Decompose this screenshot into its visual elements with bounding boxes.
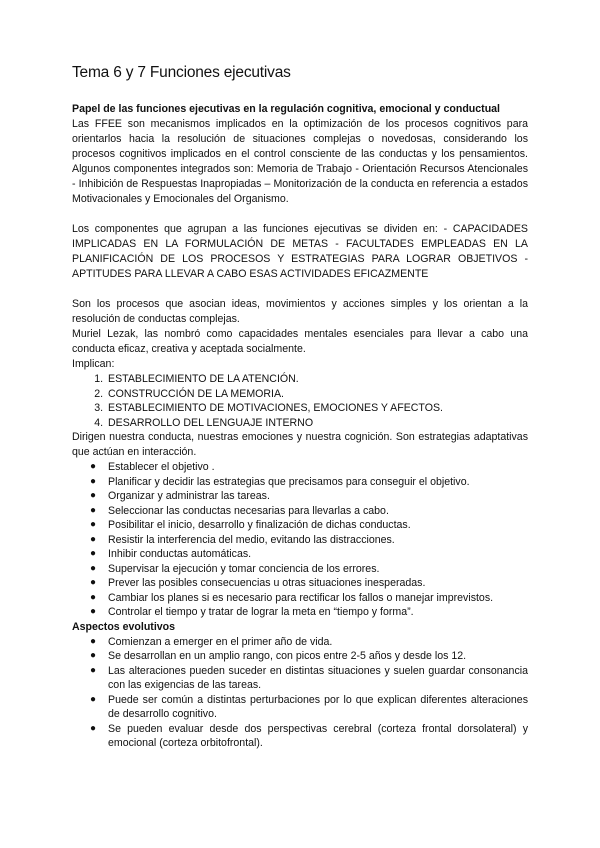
- list-item: ● Controlar el tiempo y tratar de lograr la meta en “tiempo y forma”.: [90, 606, 414, 618]
- bullet-icon: ●: [90, 635, 97, 647]
- bullet-icon: ●: [90, 461, 97, 472]
- bullet-icon: ●: [90, 533, 97, 545]
- list-item: ● Supervisar la ejecución y tomar conciencia de los errores.: [90, 562, 380, 575]
- list-item: ● Se pueden evaluar desde dos perspectivas cerebral (corteza frontal dorsolateral) y emocional (corteza orbitofrontal).: [90, 722, 528, 749]
- paragraph-implican: Implican:: [72, 358, 115, 370]
- list-item: 1. ESTABLECIMIENTO DE LA ATENCIÓN.: [106, 372, 528, 387]
- bullet-icon: ●: [90, 519, 97, 530]
- list-item: ● Prever las posibles consecuencias u otras situaciones inesperadas.: [90, 577, 426, 589]
- bullet-icon: ●: [90, 548, 97, 559]
- list-item: ● Se desarrollan en un amplio rango, con picos entre 2-5 años y desde los 12.: [90, 650, 467, 662]
- paragraph-lezak: Muriel Lezak, las nombró como capacidades mentales esenciales para llevar a cabo una conducta eficaz, creativa y aceptada socialmente.: [72, 328, 528, 355]
- bullet-icon: ●: [90, 577, 97, 588]
- page-title: Tema 6 y 7 Funciones ejecutivas: [72, 64, 291, 81]
- bullet-list-estrategias: [72, 460, 528, 620]
- bullet-icon: ●: [90, 606, 97, 617]
- document-page: [72, 64, 528, 751]
- list-item: ● Resistir la interferencia del medio, evitando las distracciones.: [90, 533, 395, 546]
- section-heading-papel: Papel de las funciones ejecutivas en la regulación cognitiva, emocional y conductual: [72, 103, 500, 115]
- list-item: ● Puede ser común a distintas perturbaciones por lo que explican diferentes alteraciones de desarrollo cognitivo.: [90, 693, 528, 720]
- bullet-icon: ●: [90, 475, 97, 487]
- list-item: ● Posibilitar el inicio, desarrollo y finalización de dichas conductas.: [90, 519, 411, 531]
- bullet-icon: ●: [90, 693, 97, 705]
- bullet-icon: ●: [90, 490, 97, 501]
- list-item: 3. ESTABLECIMIENTO DE MOTIVACIONES, EMOCIONES Y AFECTOS.: [106, 401, 528, 416]
- numbered-list-implican: [72, 372, 528, 430]
- list-item: ● Seleccionar las conductas necesarias para llevarlas a cabo.: [90, 504, 389, 517]
- paragraph-procesos: Son los procesos que asocian ideas, movimientos y acciones simples y los orientan a la resolución de conductas complejas.: [72, 298, 528, 325]
- list-item: ● Inhibir conductas automáticas.: [90, 548, 252, 560]
- list-item: ● Planificar y decidir las estrategias que precisamos para conseguir el objetivo.: [90, 475, 470, 488]
- paragraph-componentes: Los componentes que agrupan a las funciones ejecutivas se dividen en: - CAPACIDADES IMPLICADAS EN LA FORMULACIÓN DE METAS - FACULTADES EMPLEADAS EN LA PLANIFICACIÓN DE LOS PROCESOS Y ESTRATEGIAS PARA LOGRAR OBJETIVOS - APTITUDES PARA LLEVAR A CABO ESAS ACTIVIDADES EFICAZMENTE: [72, 223, 528, 280]
- list-item: ● Organizar y administrar las tareas.: [90, 490, 270, 502]
- bullet-icon: ●: [90, 722, 97, 734]
- section-heading-aspectos: Aspectos evolutivos: [72, 620, 176, 633]
- list-item: ● Comienzan a emerger en el primer año de vida.: [90, 635, 333, 648]
- list-item: ● Las alteraciones pueden suceder en distintas situaciones y suelen guardar consonancia con las exigencias de las tareas.: [90, 664, 528, 691]
- list-item: 4. DESARROLLO DEL LENGUAJE INTERNO: [106, 416, 528, 431]
- list-item: ● Cambiar los planes si es necesario para rectificar los fallos o manejar imprevistos.: [90, 591, 494, 604]
- bullet-icon: ●: [90, 664, 97, 676]
- bullet-icon: ●: [90, 562, 97, 574]
- bullet-list-aspectos: [72, 635, 528, 751]
- list-item: 2. CONSTRUCCIÓN DE LA MEMORIA.: [106, 387, 528, 402]
- bullet-icon: ●: [90, 591, 97, 603]
- paragraph-ffee-definition: Las FFEE son mecanismos implicados en la optimización de los procesos cognitivos para orientarlos hacia la resolución de situaciones complejas o novedosas, considerando los procesos cognitivos implicados en el control consciente de las conductas y los pensamientos. Algunos componentes integrados son: Memoria de Trabajo - Orientación Recursos Atencionales - Inhibición de Respuestas Inapropiadas – Monitorización de la conducta en referencia a estados Motivacionales y Emocionales del Organismo.: [72, 118, 528, 205]
- paragraph-dirigen: Dirigen nuestra conducta, nuestras emociones y nuestra cognición. Son estrategias adaptativas que actúan en interacción.: [72, 431, 528, 458]
- bullet-icon: ●: [90, 650, 97, 661]
- bullet-icon: ●: [90, 504, 97, 516]
- list-item: ● Establecer el objetivo .: [90, 461, 215, 473]
